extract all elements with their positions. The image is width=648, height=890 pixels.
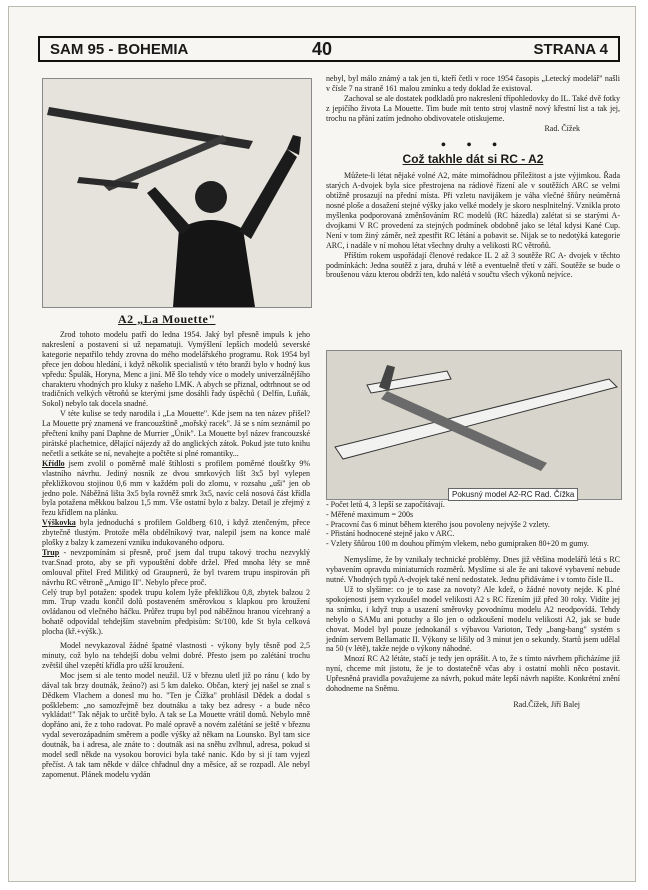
article-title-rc-a2: Což takhle dát si RC - A2 <box>402 152 544 167</box>
left-column <box>42 330 310 780</box>
article-title-la-mouette: A2 „La Mouette" <box>118 312 216 326</box>
paragraph-kridlo <box>42 459 310 518</box>
rule-item: - Vzlety šňůrou 100 m douhou přímým vlekem, nebo gumipraken 80+20 m gumy. <box>326 539 589 549</box>
rule-item: - Počet letů 4, 3 lepší se započítávají. <box>326 499 445 509</box>
page-header <box>38 36 620 62</box>
section-divider-bullets: • • • <box>440 137 506 155</box>
paragraph: Zrod tohoto modelu patří do ledna 1954. Jaký byl přesně impuls k jeho nakreslení a postavení si už nepamatuji. Vymýšlení lepších modelů severské kategorie nepatřilo tehdy zrovna do mého modelářského programu. Rok 1954 byl přece jen dobou hledání, i když několik specialistů v této branži bylo v hodný kus vpředu: Špulák, Horyna, Menc a jiní. Mě šlo tehdy více o modely univerzálnějšího charakteru vhodných pro kluky z našeho LMK. A abych se přiznal, odtrhnout se od tradičních velkých větroňů se kterými jsme dosáhli řady úspěchů ( Delfín, Luňák, Sokol) nebylo tak docela snadné. <box>42 330 310 409</box>
keyword-kridlo: Křídlo <box>42 458 65 468</box>
keyword-vyskovka: Výškovka <box>42 518 76 528</box>
rc-glider-photo-caption: Pokusný model A2-RC Rad. Čížka <box>448 488 578 501</box>
paragraph: Moc jsem si ale tento model neužil. Už v březnu uletl již po ránu ( kdo by dával tak brzy doutnák, žeáno?) asi 5 km daleko. Občan, který jej našel se znal s Dědkem Vlachem a donesl mu ho. "Ten je Čížka" prohlásil Dědek a dodal s pošklebem: „no samozřejmě bez doutnáku a taky bez adresy - a bude něco vykládat!" Tak nějak to určitě bylo. A tak se La Mouette vrátil domů. Nebylo mně dopřáno ani, že z toho radovat. Po malé opravě a novém zalétání se ještě v březnu vydal severozápadním směrem a podle výšky až někam na Lounsko. Byl tam sice doutnák, ba i adresa, ale znáte to : doutnák asi na sněhu zvlhnul, adresa, pokud si model sedl někde na vysokou borovici byla také nanic. Kdo by si jí tam vyjezl přečíst. A tak tam někde v dálce chřadnul dny a měsíce, až se rozpadl. Ale nebyl zapomenut. Plánek modelu vydán <box>42 670 310 779</box>
paragraph: Mnozí RC A2 létáte, stačí je tedy jen oprášit. A to, že s tímto návrhem přicházíme již nyní, chceme mít jistotu, že je to dostatečně včas aby i ostatní mohli něco postavit. Upřesněná pravidla považujeme za návrh, pokud máte lepší návrh napište. Konkrétní znění dohodneme na Sněmu. <box>326 654 620 694</box>
rule-item: - Přistání hodnocené stejně jako v ARC. <box>326 529 455 539</box>
paragraph: Celý trup byl potažen: spodek trupu kolem lyže překližkou 0,8, zbytek balzou 2 mm. Trup vzadu končil dolů postaveném směrovkou s klapkou pro kroužení ovládanou od vlečného háčku. Průřez trupu byl pod náběžnou hranou vícehraný a bohatě odpovídal tehdejším stavebním předpisům: St/100, kde St byla celková plocha (kř.+výšk.). <box>42 587 310 637</box>
paragraph: Už to slyšíme: co je to zase za novoty? Ale kdež, o žádné novoty nejde. K plné spokojenosti jsem vyzkoušel model velikosti A2 s RC řízením již před 30 roky. Vidíte jej na snímku, i když trup a usazení směrovky povodnímu modelu A2 neodpovídá. Tehdy nebylo o SAMu ani potuchy a šlo jen o odzkoušení modelu velikosti A2, jak se bude chovat. Model byl pouze jednokanál s výbavou Varioton, Tedy „bang-bang" systém s jedním servem Bellamatic II. Výkony se lišily od 3 minut jen o sekundy. Startů jsem udělal na 50 (v létě), takže nejde o výkony náhodné. <box>326 585 620 654</box>
rule-item: - Měřené maximum = 200s <box>326 509 414 519</box>
paragraph: Model nevykazoval žádné špatné vlastnosti - výkony byly těsně pod 2,5 minuty, což bylo na tehdejší dobu velmi dobré. Přesto jsem po zalétání trochu zvětšil úhel vzepětí křídla pro užší kroužení. <box>42 641 310 670</box>
keyword-trup: Trup <box>42 547 60 557</box>
rc-glider-illustration <box>327 351 621 499</box>
header-issue-number: 40 <box>312 38 333 59</box>
paragraph-text: byla jednoduchá s profilem Goldberg 610, i když ztenčeným, přece zbytečně tlustým. Protože měla obdélníkový tvar, nalepil jsem na konce malé plošky z balzy k zamezení vzniku indukovaného odporu. <box>42 518 310 548</box>
paragraph: V téte kulise se tedy narodila i „La Mouette". Kde jsem na ten název přišel? La Mouette prý znamená ve francouzštině „mořský racek". Já se s ním seznámil po přečtení knihy paní Daphne de Murrier „Únik". La Mouette byl název francouzské pirátské plachetnice, dělající nájezdy až do anglických zátok. Pokud jste tuto knihu nečetli a setkáte se ní, nevahejte a počtěte si plné romantiky... <box>42 409 310 458</box>
paragraph: Nemyslíme, že by vznikaly technické problémy. Dnes již většina modelářů létá s RC vybavením opravdu miniaturních rozměrů. Myslíme si ale že ani takové vybavení nebude nutné. Vhodných typů A-dvojek také není nedostatek. Jednu přidáváme i v tomto čísle IL. <box>326 555 620 585</box>
paragraph: Příštím rokem uspořádají členové redakce IL 2 až 3 soutěže RC A- dvojek v těchto podmínkách: Jedna soutěž z jara, druhá v létě a eventuelně třetí v září. Soutěže se bude o broušenou vázu kterou obdrží ten, kdo nalétá v součtu všech výkonů nejvíce. <box>326 250 620 280</box>
signature: Rad.Čížek, Jiří Balej <box>513 699 580 709</box>
paragraph-trup <box>42 548 310 588</box>
header-page-number: STRANA 4 <box>533 40 608 58</box>
paragraph: nebyl, byl málo známý a tak jen ti, kteří četli v roce 1954 časopis „Letecký modelář" našli v čísle 7 na straně 161 malou zmínku a tedy doklad že existoval. <box>326 74 620 93</box>
header-publication: SAM 95 - BOHEMIA <box>50 40 189 58</box>
paragraph-text: - nevzpomínám si přesně, proč jsem dal trupu takový trochu nezvyklý tvar.Snad proto, aby se při vypouštění dobře držel. Před mnoha léty se mně omlouval přítel Fred Militký od Graupnerů, že byl tvarem trupu inspirován při návrhu RC větroně „Amigo II". Nebylo přece proč. <box>42 547 310 587</box>
paragraph-text: jsem zvolil o poměrně malé štíhlosti s profilem poměrné tloušťky 9% vlastního návrhu. Jediný nosník ze dvou smrkových lišt 3x5 byl vylepen překližkovou stojinou 0,6 mm v každém poli do zlomu, v rozsahu „uši" jen ob jedno pole. Náběžná lišta 3x5 byla rovněž smrk 3x5, navíc celá nosová část křídla byla potažena měkkou balzou 1,5 mm. Vše ostatní bylo z balzy. Detail je zřejmý z řezu křídlem na plánku. <box>42 458 310 518</box>
glider-launch-photo <box>42 78 312 308</box>
paragraph-vyskovka <box>42 518 310 548</box>
rc-glider-photo <box>326 350 622 500</box>
glider-launch-illustration <box>43 79 311 307</box>
rule-item: - Pracovní čas 6 minut během kterého jsou povoleny nejvýše 2 vzlety. <box>326 519 550 529</box>
signature: Rad. Čížek <box>544 123 580 133</box>
paragraph: Můžete-li létat nějaké volné A2, máte mimořádnou příležitost a jste výjimkou. Řada starých A-dvojek byla sice přestrojena na rádiové řízení ale v soutěžích ARC se velmi obtížně prosazují na přední místa. Při vzletu navijákem je váha vlečné šňůry neúměrná nosné ploše a dosažení stejné výšky jako velké modely je skoro nesplnitelný. Vznikla proto myšlenka podporovaná změnšováním RC modelů (RC házedla) zalétat si se starými A-dvojkami V RC provedení za stejných podmínek obdobně jako se létal kdysi Kané Cup. Není v tom žiný záměr, než zpestřit RC létání a pobavit se. Nijak se to nedotýká kategorie ARC, i nadále v ní mohou létat všechny druhy a velikosti RC větroňů. <box>326 171 620 250</box>
paragraph: Zachoval se ale dostatek podkladů pro nakreslení třípohledovky do IL. Také dvě fotky z jepičího života La Mouette. Tim bude mít tento stroj vlastně nový křestní list a tak jej, trochu na přání zatím jednoho obdivovatele otiskujeme. <box>326 93 620 123</box>
